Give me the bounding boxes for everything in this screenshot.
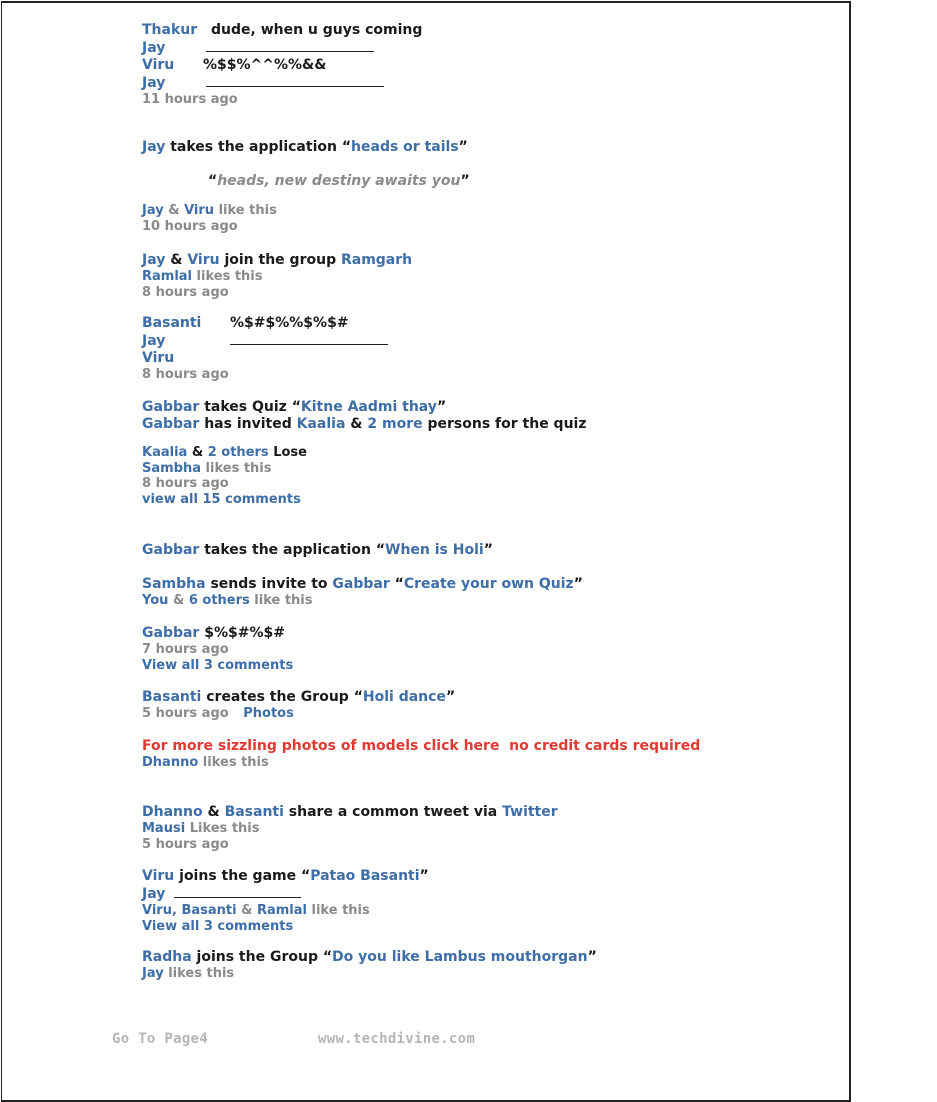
feed-post-basanti-chat: [142, 315, 388, 383]
action-text: takes Quiz: [204, 399, 287, 415]
go-to-page-link[interactable]: Go To Page4: [112, 1031, 209, 1047]
timestamp: 8 hours ago: [142, 476, 229, 491]
timestamp: 5 hours ago: [142, 836, 229, 852]
site-url[interactable]: www.techdivine.com: [318, 1031, 476, 1047]
view-comments-link[interactable]: View all 3 comments: [142, 918, 294, 934]
liker-link[interactable]: Jay: [142, 203, 164, 218]
likes-line: [142, 203, 470, 219]
author-link[interactable]: Jay: [142, 139, 166, 155]
action-text: share a common tweet via: [288, 804, 498, 820]
likes-text: like this: [311, 903, 370, 918]
open-quote: “: [353, 689, 363, 705]
open-quote: “: [375, 542, 386, 558]
amp: &: [191, 445, 204, 460]
close-quote: ”: [573, 576, 583, 592]
author-link[interactable]: Thakur: [142, 22, 198, 38]
game-link[interactable]: Patao Basanti: [310, 868, 420, 884]
close-quote: ”: [483, 542, 493, 558]
group-link[interactable]: Do you like Lambus mouthorgan: [332, 949, 588, 965]
likes-text: like this: [218, 203, 277, 218]
author-link[interactable]: Basanti: [224, 804, 284, 820]
author-link[interactable]: Gabbar: [142, 542, 200, 558]
action-text: joins the game: [179, 868, 297, 884]
open-quote: “: [291, 399, 301, 415]
blank-reply-line: [230, 332, 388, 345]
view-comments-link[interactable]: View all 3 comments: [142, 657, 294, 673]
feed-post-thakur-chat: [142, 22, 422, 108]
author-link[interactable]: Jay: [142, 252, 166, 268]
author-link[interactable]: Basanti: [142, 689, 202, 705]
photos-link[interactable]: Photos: [243, 706, 294, 721]
feed-post-when-is-holi: [142, 542, 493, 559]
feed-post-join-ramgarh: [142, 252, 412, 300]
feed-post-lambus-group: [142, 949, 597, 982]
timestamp: 7 hours ago: [142, 642, 229, 657]
view-comments-link[interactable]: view all 15 comments: [142, 491, 301, 507]
amp: &: [170, 252, 183, 268]
feed-post-heads-or-tails: [142, 139, 470, 234]
blank-reply-line: [206, 39, 374, 52]
message-text: dude, when u guys coming: [211, 22, 423, 38]
action-text: takes the application: [204, 542, 371, 558]
blank-reply-line: [206, 74, 384, 87]
app-result-quote: [142, 172, 470, 190]
amp: &: [172, 593, 185, 608]
close-quote: ”: [445, 689, 456, 705]
close-quote: ”: [436, 399, 447, 415]
action-text: join the group: [224, 252, 337, 268]
author-link[interactable]: Dhanno: [142, 804, 203, 820]
action-text: has invited: [204, 416, 292, 432]
likes-text: likes this: [196, 269, 263, 284]
action-text: takes the application: [170, 139, 337, 155]
open-quote: “: [301, 868, 311, 884]
liker-link[interactable]: Sambha: [142, 460, 202, 476]
quiz-link[interactable]: Kitne Aadmi thay: [300, 399, 437, 415]
liker-link[interactable]: You: [142, 593, 169, 608]
quote-text: heads, new destiny awaits you: [217, 173, 461, 189]
quiz-link[interactable]: Create your own Quiz: [403, 576, 574, 592]
author-link[interactable]: Radha: [142, 949, 192, 965]
blank-reply-line: [174, 885, 301, 898]
status-text: $%$#%$#: [204, 625, 285, 641]
author-link[interactable]: Gabbar: [142, 625, 200, 641]
timestamp: 11 hours ago: [142, 92, 238, 107]
likes-text: likes this: [202, 755, 269, 770]
feed-post-patao-basanti-game: [142, 868, 429, 934]
message-text: %$#$%%$%$#: [230, 315, 349, 331]
others-link[interactable]: 2 others: [207, 445, 269, 460]
author-link[interactable]: Gabbar: [142, 416, 200, 432]
sponsored-post: [142, 738, 700, 771]
author-link[interactable]: Viru: [142, 868, 175, 884]
target-link[interactable]: Gabbar: [332, 576, 390, 592]
person-link[interactable]: Kaalia: [142, 445, 188, 460]
close-quote: ”: [587, 949, 597, 965]
feed-post-create-quiz-invite: [142, 576, 583, 609]
liker-link[interactable]: Jay: [142, 966, 164, 981]
amp: &: [168, 203, 180, 218]
timestamp: 8 hours ago: [142, 367, 229, 382]
feed-post-twitter-share: [142, 804, 558, 852]
invitee-link[interactable]: Kaalia: [296, 416, 346, 432]
liker-link[interactable]: Viru: [184, 203, 215, 218]
group-link[interactable]: Ramgarh: [340, 252, 413, 268]
liker-link[interactable]: Mausi: [142, 821, 186, 836]
close-quote: ”: [460, 173, 470, 189]
app-link[interactable]: heads or tails: [351, 139, 459, 155]
close-quote: ”: [419, 868, 429, 884]
liker-link[interactable]: Ramlal: [256, 903, 307, 918]
likes-text: Likes this: [189, 821, 260, 836]
liker-link[interactable]: Viru,: [142, 903, 177, 918]
feed-post-holi-dance-group: [142, 689, 455, 722]
action-text: persons for the quiz: [427, 416, 587, 432]
author-link[interactable]: Viru: [142, 57, 175, 73]
author-link[interactable]: Basanti: [142, 315, 202, 331]
open-quote: “: [322, 949, 333, 965]
feed-post-gabbar-status: [142, 625, 293, 673]
ad-link[interactable]: For more sizzling photos of models click here no credit cards required: [142, 738, 701, 754]
amp: &: [241, 903, 253, 918]
close-quote: ”: [458, 139, 468, 155]
result-text: Lose: [273, 445, 307, 460]
open-quote: “: [394, 576, 404, 592]
timestamp: 5 hours ago: [142, 706, 229, 721]
timestamp: 8 hours ago: [142, 284, 229, 300]
action-text: sends invite to: [210, 576, 328, 592]
author-link[interactable]: Viru: [187, 252, 220, 268]
likes-text: likes this: [205, 460, 272, 476]
author-link[interactable]: Viru: [142, 350, 175, 366]
likes-text: likes this: [168, 966, 235, 981]
author-link[interactable]: Jay: [142, 40, 166, 56]
open-quote: “: [341, 139, 352, 155]
more-link[interactable]: 2 more: [367, 416, 423, 432]
feed-post-quiz-kitne-aadmi: [142, 399, 587, 507]
author-link[interactable]: Sambha: [142, 576, 206, 592]
others-link[interactable]: 6 others: [188, 593, 250, 608]
timestamp: 10 hours ago: [142, 218, 238, 234]
liker-link[interactable]: Ramlal: [142, 269, 193, 284]
likes-text: like this: [254, 593, 313, 608]
action-text: creates the Group: [206, 689, 349, 705]
amp: &: [350, 416, 363, 432]
liker-link[interactable]: Basanti: [181, 903, 237, 918]
liker-link[interactable]: Dhanno: [142, 755, 199, 770]
author-link[interactable]: Jay: [142, 333, 166, 349]
group-link[interactable]: Holi dance: [362, 689, 446, 705]
author-link[interactable]: Jay: [142, 886, 166, 902]
twitter-link[interactable]: Twitter: [502, 804, 558, 820]
message-text: %$$%^^%%&&: [203, 57, 327, 73]
open-quote: “: [208, 173, 218, 189]
action-text: joins the Group: [196, 949, 318, 965]
author-link[interactable]: Gabbar: [142, 399, 200, 415]
amp: &: [207, 804, 220, 820]
author-link[interactable]: Jay: [142, 75, 166, 91]
app-link[interactable]: When is Holi: [385, 542, 484, 558]
